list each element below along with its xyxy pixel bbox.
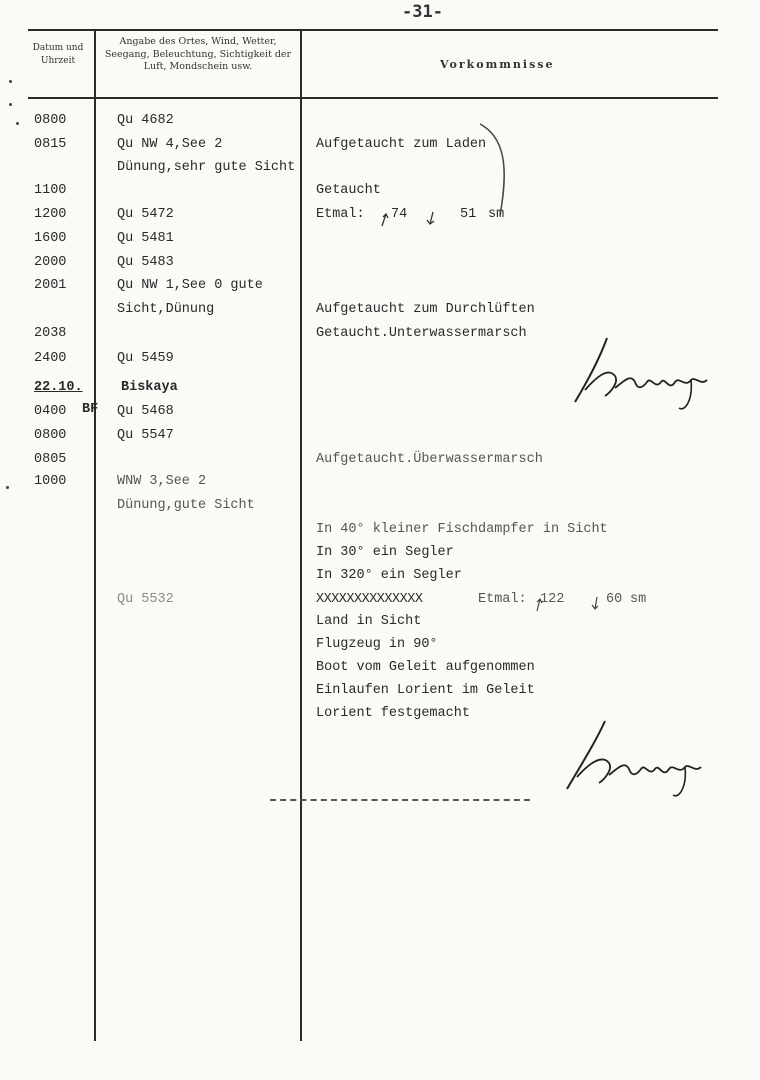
place-cell: WNW 3,See 2	[117, 474, 207, 489]
page-number: -31-	[402, 2, 443, 22]
event-cell: In 30° ein Segler	[316, 545, 454, 560]
place-cell: Qu 4682	[117, 113, 174, 128]
time-cell: 2400	[34, 351, 67, 366]
arrow-up-icon	[537, 599, 542, 611]
place-cell: Dünung,sehr gute Sicht	[117, 160, 296, 175]
time-cell: 1600	[34, 231, 67, 246]
etmal-unit: sm	[630, 592, 647, 607]
place-cell: Qu 5483	[117, 255, 174, 270]
etmal-value-b: 60	[606, 592, 623, 607]
time-cell: 0400	[34, 404, 67, 419]
time-cell: 0800	[34, 113, 67, 128]
event-cell: Aufgetaucht zum Durchlüften	[316, 302, 535, 317]
time-cell: 0805	[34, 452, 67, 467]
event-cell: Getaucht	[316, 183, 381, 198]
time-cell: 0800	[34, 428, 67, 443]
place-cell: Dünung,gute Sicht	[117, 498, 255, 513]
header-bottom-rule	[28, 97, 718, 99]
place-cell: Qu 5532	[117, 592, 174, 607]
pen-annotation-curve	[470, 120, 530, 230]
place-cell: Qu 5468	[117, 404, 174, 419]
event-cell: Land in Sicht	[316, 614, 422, 629]
event-cell: Boot vom Geleit aufgenommen	[316, 660, 535, 675]
time-cell: 1200	[34, 207, 67, 222]
etmal-arrow-icons	[525, 591, 605, 615]
time-note: BF	[82, 402, 99, 417]
event-cell: Flugzeug in 90°	[316, 637, 438, 652]
etmal-arrow-icons	[375, 206, 455, 230]
signature	[555, 715, 710, 810]
place-cell: Qu 5472	[117, 207, 174, 222]
time-cell: 2001	[34, 278, 67, 293]
margin-mark	[9, 103, 12, 106]
margin-mark	[6, 486, 9, 489]
place-cell: Biskaya	[121, 380, 178, 395]
closing-dashed-rule	[270, 799, 530, 801]
place-cell: Qu 5459	[117, 351, 174, 366]
header-top-rule	[28, 29, 718, 31]
time-cell: 2000	[34, 255, 67, 270]
etmal-value-a: 74	[391, 207, 408, 222]
header-angabe: Angabe des Ortes, Wind, Wetter, Seegang, Beleuchtung, Sichtigkeit der Luft, Mondschein usw.	[104, 36, 292, 72]
etmal-value-b: 51	[460, 207, 477, 222]
event-cell: Getaucht.Unterwassermarsch	[316, 326, 527, 341]
struck-out-text: XXXXXXXXXXXXXX	[316, 592, 423, 607]
place-cell: Qu 5481	[117, 231, 174, 246]
arrow-down-icon	[592, 597, 598, 609]
place-cell: Sicht,Dünung	[117, 302, 215, 317]
etmal-label: Etmal:	[478, 592, 527, 607]
place-cell: Qu 5547	[117, 428, 174, 443]
arrow-up-icon	[382, 214, 388, 226]
place-cell: Qu NW 1,See 0 gute	[117, 278, 263, 293]
event-cell: Etmal:	[316, 207, 365, 222]
etmal-unit: sm	[488, 207, 505, 222]
time-cell: 1100	[34, 183, 67, 198]
event-cell: In 40° kleiner Fischdampfer in Sicht	[316, 522, 608, 537]
signature	[565, 330, 715, 425]
time-cell: 0815	[34, 137, 67, 152]
date-cell: 22.10.	[34, 380, 83, 395]
time-cell: 2038	[34, 326, 67, 341]
event-cell: Aufgetaucht zum Laden	[316, 137, 487, 152]
header-vorkommnisse: Vorkommnisse	[440, 58, 555, 71]
margin-mark	[16, 122, 19, 125]
column-divider-1	[94, 31, 96, 1041]
margin-mark	[9, 80, 12, 83]
event-cell: In 320° ein Segler	[316, 568, 462, 583]
time-cell: 1000	[34, 474, 67, 489]
event-cell: Aufgetaucht.Überwassermarsch	[316, 452, 543, 467]
event-cell: Lorient festgemacht	[316, 706, 470, 721]
arrow-down-icon	[427, 212, 434, 224]
etmal-value-a: 122	[540, 592, 565, 607]
event-cell: Einlaufen Lorient im Geleit	[316, 683, 535, 698]
header-datum: Datum und Uhrzeit	[32, 43, 84, 66]
column-divider-2	[300, 31, 302, 1041]
place-cell: Qu NW 4,See 2	[117, 137, 223, 152]
